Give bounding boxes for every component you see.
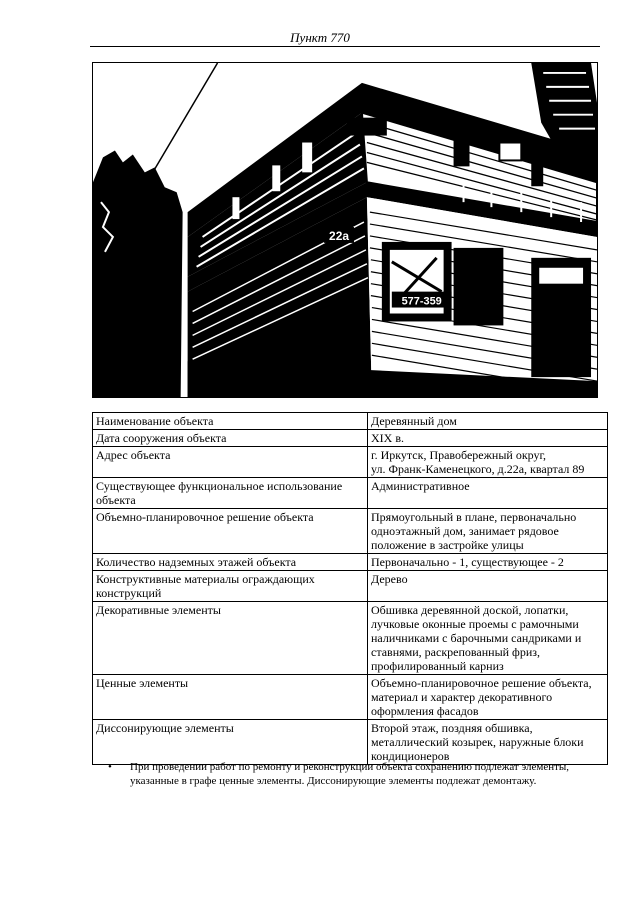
object-info-table	[92, 412, 608, 765]
header-divider	[90, 46, 600, 47]
table-row	[93, 675, 608, 720]
row-value: Обшивка деревянной доской, лопатки, лучковые оконные проемы с рамочными наличниками с барочными сандриками и ставнями, раскрепованный фриз, профилированный карниз	[368, 602, 608, 675]
row-label: Существующее функциональное использование объекта	[93, 478, 368, 509]
row-value: г. Иркутск, Правобережный округ, ул. Франк-Каменецкого, д.22а, квартал 89	[368, 447, 608, 478]
bullet-icon: •	[108, 761, 112, 773]
row-value: Объемно-планировочное решение объекта, материал и характер декоративного оформления фасадов	[368, 675, 608, 720]
footnote-text: При проведении работ по ремонту и реконструкции объекта сохранению подлежат элементы, указанные в графе ценные элементы. Диссонирующие элементы подлежат демонтажу.	[130, 761, 570, 787]
row-value: Прямоугольный в плане, первоначально одноэтажный дом, занимает рядовое положение в застройке улицы	[368, 509, 608, 554]
table-row	[93, 554, 608, 571]
row-label: Декоративные элементы	[93, 602, 368, 675]
building-photo	[92, 62, 598, 398]
table-row	[93, 478, 608, 509]
row-label: Адрес объекта	[93, 447, 368, 478]
row-value: Дерево	[368, 571, 608, 602]
row-value: XIX в.	[368, 430, 608, 447]
row-value: Административное	[368, 478, 608, 509]
row-label: Наименование объекта	[93, 413, 368, 430]
page-header: Пункт 770	[290, 30, 350, 45]
row-label: Количество надземных этажей объекта	[93, 554, 368, 571]
row-label: Дата сооружения объекта	[93, 430, 368, 447]
table-row	[93, 430, 608, 447]
row-label: Объемно-планировочное решение объекта	[93, 509, 368, 554]
table-row	[93, 509, 608, 554]
row-value: Второй этаж, поздняя обшивка, металлический козырек, наружные блоки кондиционеров	[368, 720, 608, 765]
row-label: Диссонирующие элементы	[93, 720, 368, 765]
phone-sign: 577-359	[401, 295, 442, 308]
row-label: Ценные элементы	[93, 675, 368, 720]
table-row	[93, 447, 608, 478]
table-row	[93, 720, 608, 765]
table-row	[93, 571, 608, 602]
row-value: Первоначально - 1, существующее - 2	[368, 554, 608, 571]
footnote	[108, 760, 578, 788]
row-label: Конструктивные материалы ограждающих конструкций	[93, 571, 368, 602]
building-illustration	[93, 63, 597, 397]
house-number-sign: 22а	[329, 228, 349, 243]
row-value: Деревянный дом	[368, 413, 608, 430]
table-row	[93, 602, 608, 675]
table-row	[93, 413, 608, 430]
